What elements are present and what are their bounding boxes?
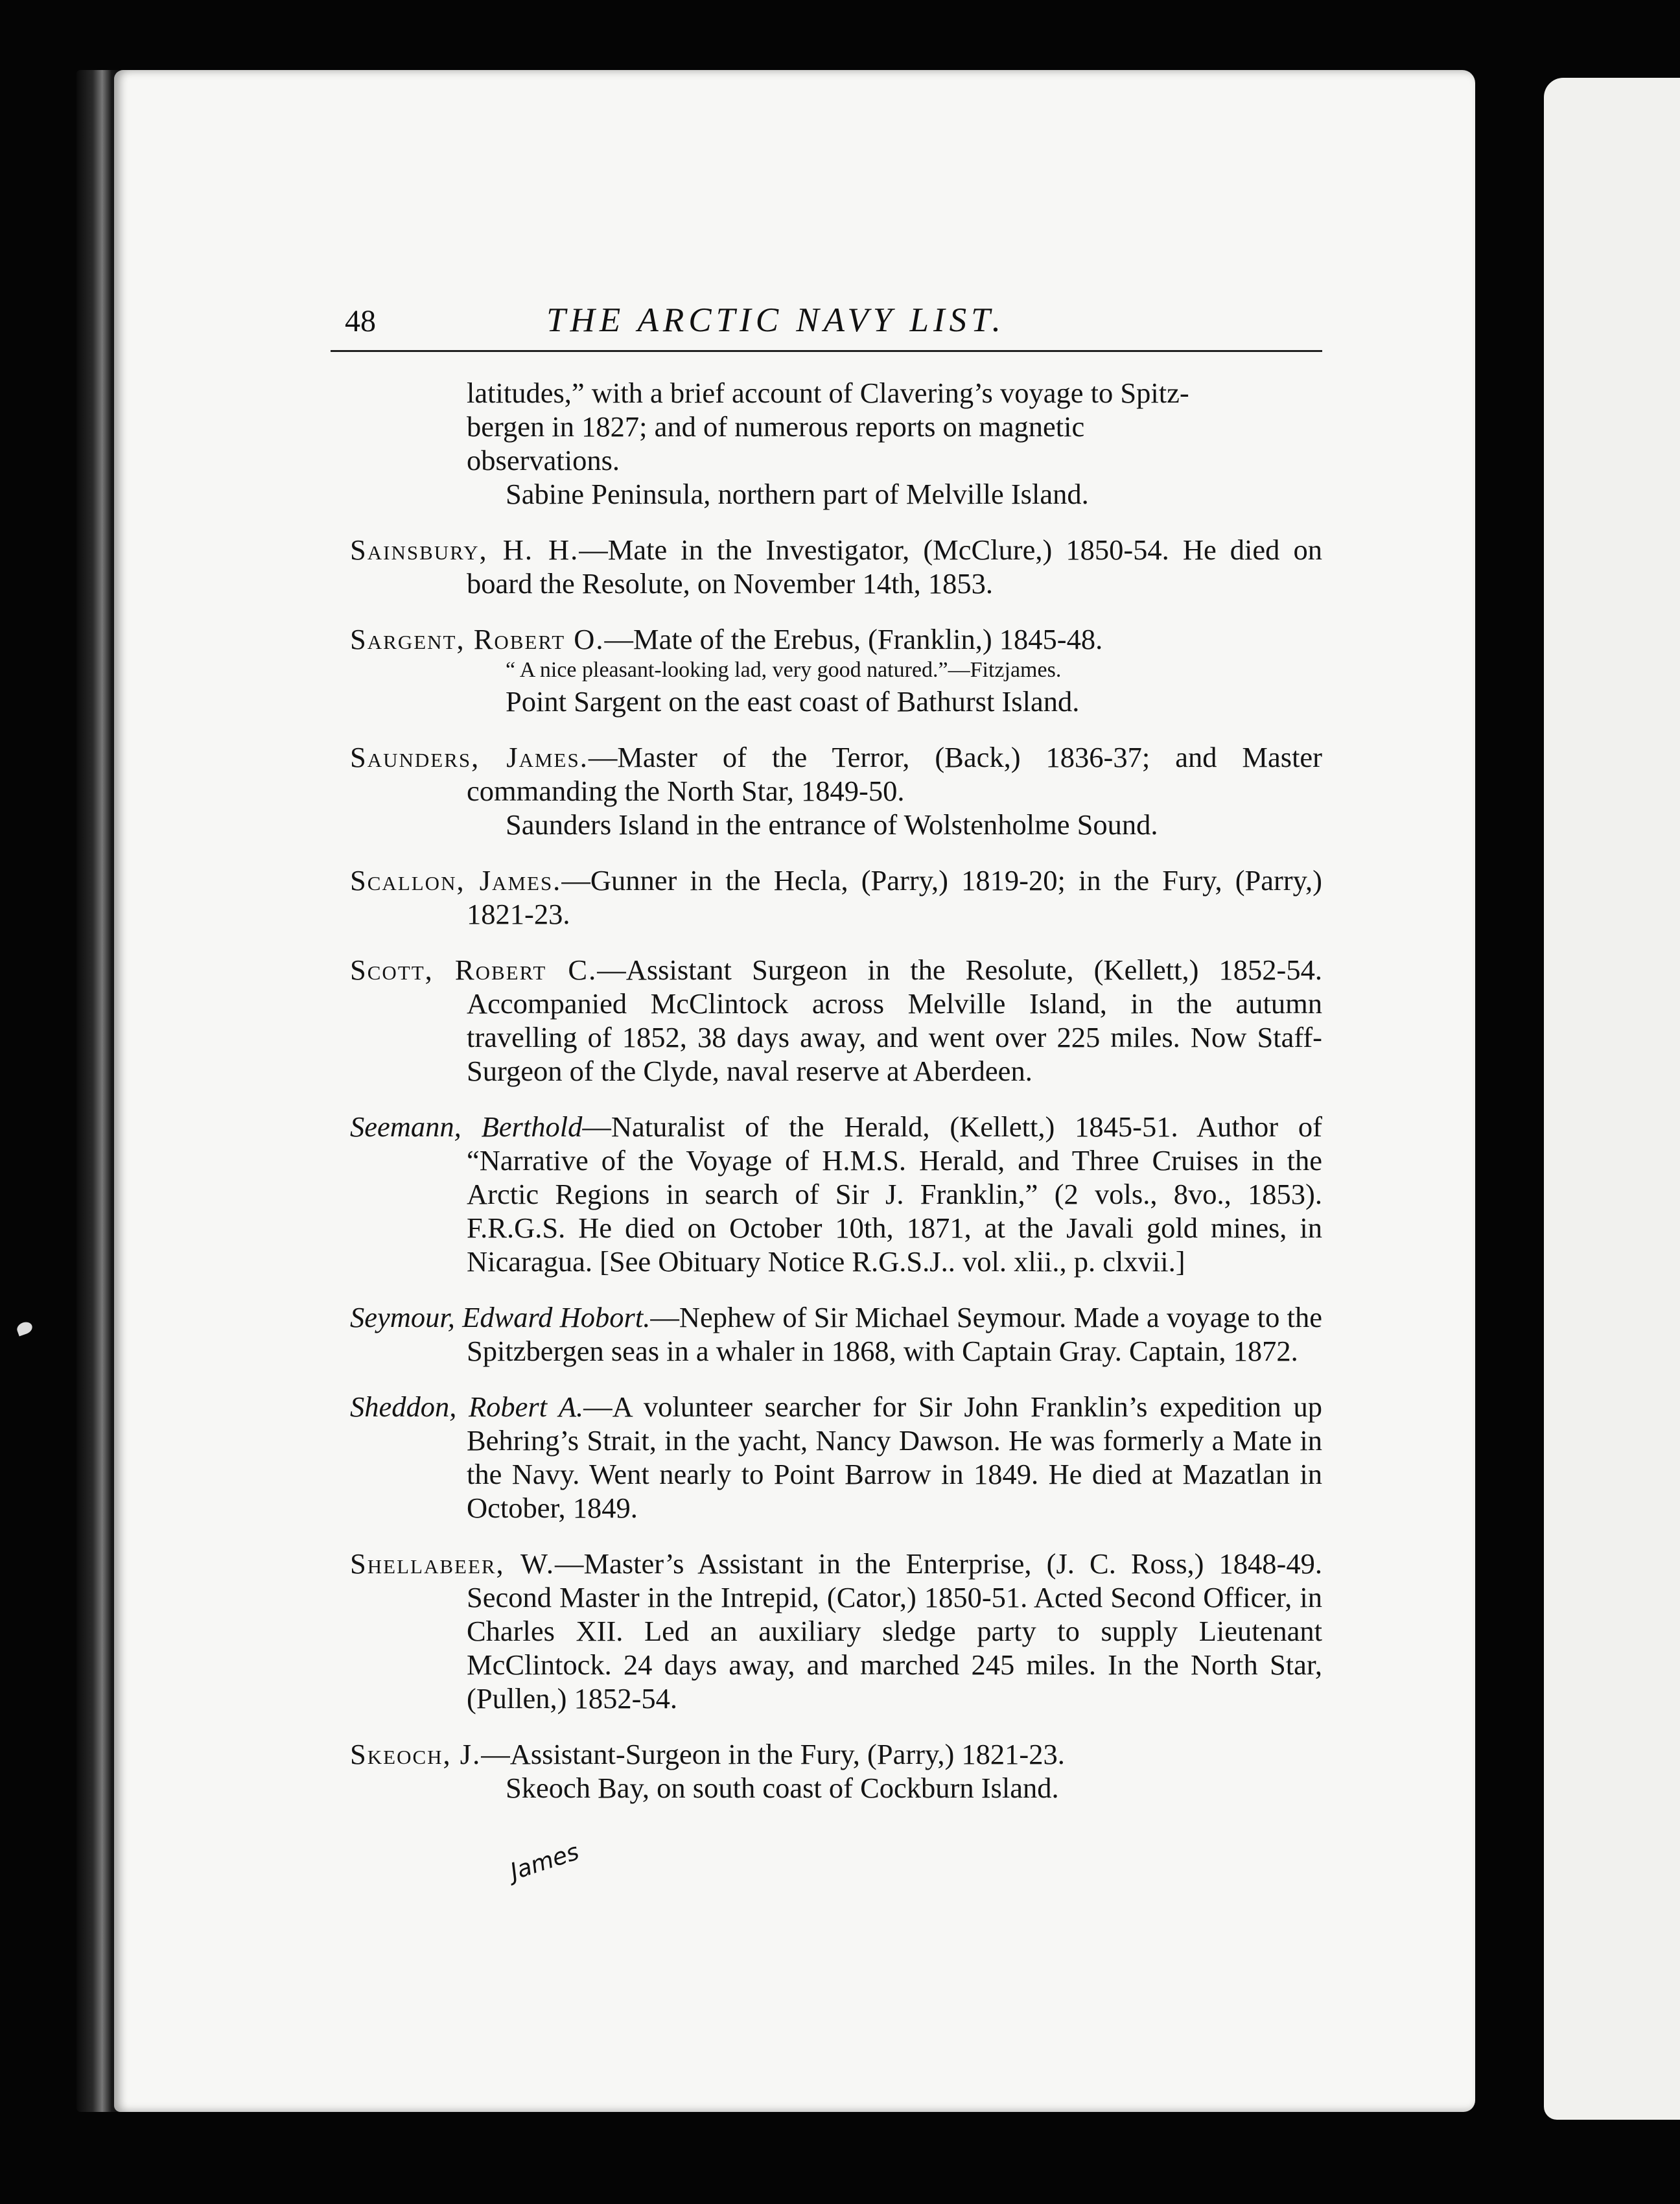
entry-name: Saunders, James. <box>350 741 589 773</box>
entry-seemann <box>350 1110 1322 1278</box>
entry-name: Sheddon, Robert A. <box>350 1390 584 1423</box>
entry-scallon <box>350 863 1322 931</box>
entry-name: Shellabeer, W. <box>350 1547 555 1580</box>
entry-place: Point Sargent on the east coast of Bathurst Island. <box>506 685 1080 718</box>
entry-name: Seemann, Berthold <box>350 1110 583 1143</box>
entry-text: —Naturalist of the Herald, (Kellett,) 1845-51. Author of “Narrative of the Voyage of H.M.S. Herald, and Three Cruises in the Arctic Regions in search of Sir J. Franklin,” (2 vols., 8vo., 1853). F.R.G.S. He died on October 10th, 1871, at the Javali gold mines, in Nicaragua. [See Obituary Notice R.G.S.J.. vol. xlii., p. clxvii.] <box>467 1110 1322 1278</box>
entry-text: —Mate of the Erebus, (Franklin,) 1845-48. <box>604 623 1103 655</box>
place-note: Sabine Peninsula, northern part of Melville Island. <box>506 478 1089 510</box>
continuation-entry <box>350 376 1322 511</box>
entry-text: —Master of the Terror, (Back,) 1836-37; and Master commanding the North Star, 1849-50. <box>467 741 1322 807</box>
entry-shellabeer <box>350 1547 1322 1715</box>
entry-text: —Nephew of Sir Michael Seymour. Made a voyage to the Spitzbergen seas in a whaler in 1868, with Captain Gray. Captain, 1872. <box>467 1301 1322 1367</box>
continuation-line: latitudes,” with a brief account of Clavering’s voyage to Spitz- <box>467 377 1189 409</box>
entry-name: Seymour, Edward Hobort. <box>350 1301 651 1333</box>
entry-name: Scott, Robert C. <box>350 954 598 986</box>
entry-skeoch <box>350 1737 1322 1805</box>
continuation-line: bergen in 1827; and of numerous reports on magnetic <box>467 410 1085 443</box>
page-header <box>228 296 1324 354</box>
entry-name: Skeoch, J. <box>350 1738 482 1770</box>
entry-scott <box>350 953 1322 1088</box>
entry-text: —Assistant Surgeon in the Resolute, (Kellett,) 1852-54. Accompanied McClintock across Melville Island, in the autumn travelling of 1852, 38 days away, and went over 225 miles. Now Staff-Surgeon of the Clyde, naval reserve at Aberdeen. <box>467 954 1322 1087</box>
entry-text: —Master’s Assistant in the Enterprise, (J. C. Ross,) 1848-49. Second Master in the Intrepid, (Cator,) 1850-51. Acted Second Officer, in Charles XII. Led an auxiliary sledge party to supply Lieutenant McClintock. 24 days away, and marched 245 miles. In the North Star, (Pullen,) 1852-54. <box>467 1547 1322 1715</box>
continuation-line: observations. <box>467 444 620 476</box>
entry-place: Saunders Island in the entrance of Wolstenholme Sound. <box>506 808 1158 841</box>
entry-place: Skeoch Bay, on south coast of Cockburn Island. <box>506 1772 1059 1804</box>
running-title: THE ARCTIC NAVY LIST. <box>546 301 1005 339</box>
entry-saunders <box>350 740 1322 841</box>
handwritten-annotation: James <box>507 1838 583 1886</box>
entry-seymour <box>350 1300 1322 1368</box>
entry-quote: “ A nice pleasant-looking lad, very good natured.”—Fitzjames. <box>506 658 1062 682</box>
entry-sheddon <box>350 1390 1322 1525</box>
page-content <box>350 376 1322 1827</box>
entry-sargent <box>350 622 1322 718</box>
entry-sainsbury <box>350 533 1322 600</box>
entry-text: —Assistant-Surgeon in the Fury, (Parry,) 1821-23. <box>481 1738 1065 1770</box>
margin-mark <box>16 1320 34 1336</box>
header-rule <box>331 350 1322 352</box>
entry-name: Sargent, Robert O. <box>350 623 605 655</box>
next-page-edge <box>1544 78 1680 2120</box>
entry-text: —Gunner in the Hecla, (Parry,) 1819-20; in the Fury, (Parry,) 1821-23. <box>467 864 1322 930</box>
entry-text: —A volunteer searcher for Sir John Franklin’s expedition up Behring’s Strait, in the yacht, Nancy Dawson. He was formerly a Mate in the Navy. Went nearly to Point Barrow in 1849. He died at Mazatlan in October, 1849. <box>467 1390 1322 1524</box>
entry-name: Scallon, James. <box>350 864 562 897</box>
entry-text: —Mate in the Investigator, (McClure,) 1850-54. He died on board the Resolute, on November 14th, 1853. <box>467 533 1322 600</box>
entry-name: Sainsbury, H. H. <box>350 533 579 566</box>
page-number: 48 <box>345 304 376 338</box>
